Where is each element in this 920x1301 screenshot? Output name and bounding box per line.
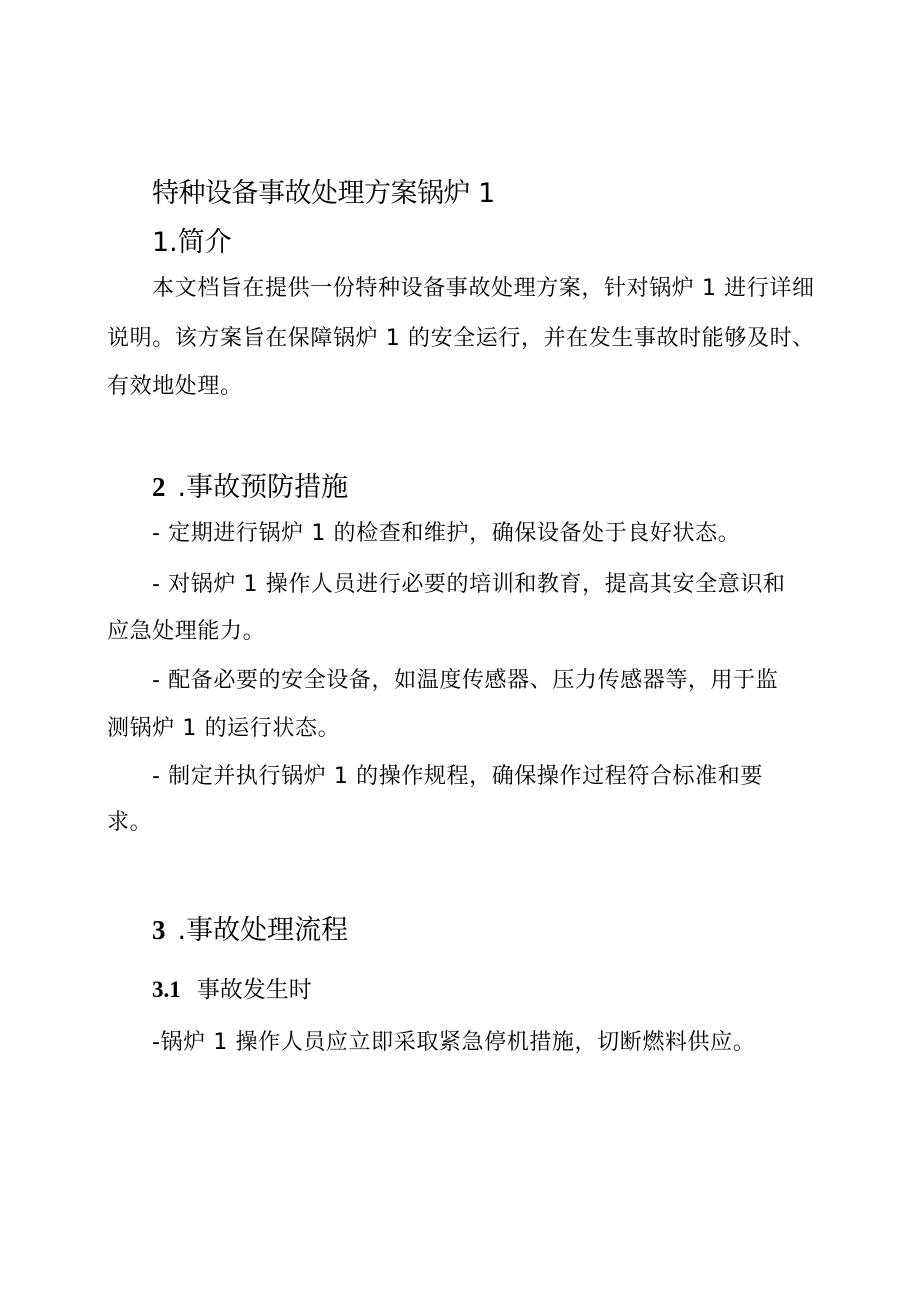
prevention-item-3-line-2: 测锅炉 1 的运行状态。: [107, 716, 341, 741]
prevention-item-2-line-2: 应急处理能力。: [107, 619, 266, 644]
intro-paragraph-line-2: 说明。该方案旨在保障锅炉 1 的安全运行，并在发生事故时能够及时、: [107, 326, 815, 351]
prevention-item-4-line-1: - 制定并执行锅炉 1 的操作规程，确保操作过程符合标准和要: [152, 764, 763, 789]
section-heading-intro: 1.简介: [152, 227, 232, 258]
section-heading-handling: [152, 908, 348, 947]
subsection-number: 3.1: [152, 977, 181, 1002]
document-title: 特种设备事故处理方案锅炉 1: [152, 178, 495, 209]
prevention-item-2-line-1: - 对锅炉 1 操作人员进行必要的培训和教育，提高其安全意识和: [152, 572, 786, 597]
section-heading-text: .事故预防措施: [177, 472, 349, 503]
handling-item-1: -锅炉 1 操作人员应立即采取紧急停机措施，切断燃料供应。: [152, 1030, 756, 1055]
section-heading-prevention: [152, 465, 348, 504]
section-number: 2: [152, 472, 166, 502]
intro-paragraph-line-3: 有效地处理。: [107, 374, 243, 399]
subsection-heading-3-1: [152, 971, 312, 1004]
prevention-item-4-line-2: 求。: [107, 810, 153, 835]
section-number: 3: [152, 915, 166, 945]
prevention-item-1-line-1: - 定期进行锅炉 1 的检查和维护，确保设备处于良好状态。: [152, 521, 741, 546]
prevention-item-3-line-1: - 配备必要的安全设备，如温度传感器、压力传感器等，用于监: [152, 668, 779, 693]
subsection-heading-text: 事故发生时: [196, 977, 312, 1003]
intro-paragraph-line-1: 本文档旨在提供一份特种设备事故处理方案，针对锅炉 1 进行详细: [152, 276, 815, 301]
section-heading-text: .事故处理流程: [177, 915, 349, 946]
